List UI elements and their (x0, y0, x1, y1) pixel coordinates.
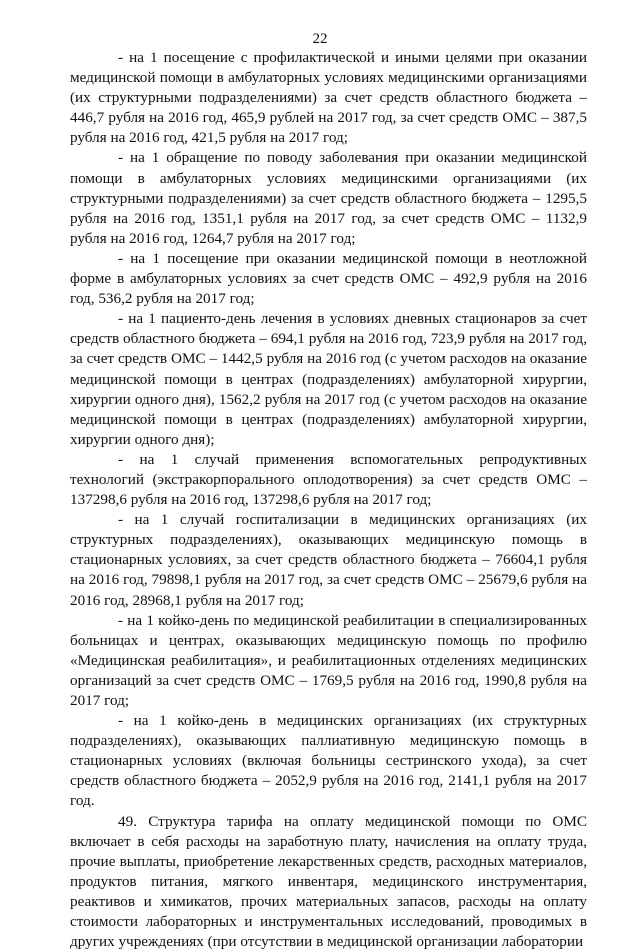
page-number: 22 (312, 31, 328, 47)
paragraph-rehabilitation-bed-day-rate: - на 1 койко-день по медицинской реабилитации в специализированных больницах и центрах, оказывающих медицинскую помощь по профилю «Медицинская реабилитация», и реабилитационных отделениях медицинских организаций за счет средств ОМС – 1769,5 рубля на 2016 год, 1990,8 рубля на 2017 год; (70, 611, 587, 709)
paragraph-palliative-bed-day-rate: - на 1 койко-день в медицинских организациях (их структурных подразделениях), оказывающих паллиативную медицинскую помощь в стационарных условиях (включая больницы сестринского ухода), за счет средств областного бюджета – 2052,9 рубля на 2016 год, 2141,1 рубля на 2017 год. (70, 712, 587, 810)
paragraph-disease-appeal-rate: - на 1 обращение по поводу заболевания при оказании медицинской помощи в амбулаторных условиях медицинскими организациями (их структурными подразделениями) за счет средств областного бюджета – 1295,5 рубля на 2016 год, 1351,1 рубля на 2017 год, за счет средств ОМС – 1132,9 рубля на 2016 год, 1264,7 рубля на 2017 год; (70, 149, 587, 247)
paragraph-urgent-visit-rate: - на 1 посещение при оказании медицинской помощи в неотложной форме в амбулаторных условиях за счет средств ОМС – 492,9 рубля на 2016 год, 536,2 рубля на 2017 год; (70, 249, 587, 308)
paragraph-hospitalization-rate: - на 1 случай госпитализации в медицинских организациях (их структурных подразделениях), оказывающих медицинскую помощь в стационарных условиях, за счет средств областного бюджета – 76604,1 рубля на 2016 год, 79898,1 рубля на 2017 год, за счет средств ОМС – 25679,6 рубля на 2016 год, 28968,1 рубля на 2017 год; (70, 511, 587, 609)
paragraph-tariff-structure: 49. Структура тарифа на оплату медицинской помощи по ОМС включает в себя расходы на заработную плату, начисления на оплату труда, прочие выплаты, приобретение лекарственных средств, расходных материалов, продуктов питания, мягкого инвентаря, медицинского инструментария, реактивов и химикатов, прочих материальных запасов, расходы на оплату стоимости лабораторных и инструментальных исследований, проводимых в других учреждениях (при отсутствии в медицинской организации лаборатории (70, 812, 587, 951)
paragraph-ivf-rate: - на 1 случай применения вспомогательных репродуктивных технологий (экстракорпорального оплодотворения) за счет средств ОМС – 137298,6 рубля на 2016 год, 137298,6 рубля на 2017 год; (70, 450, 587, 509)
document-body (70, 48, 587, 952)
paragraph-preventive-visit-rate: - на 1 посещение с профилактической и иными целями при оказании медицинской помощи в амбулаторных условиях медицинскими организациями (их структурными подразделениями) за счет средств областного бюджета – 446,7 рубля на 2016 год, 465,9 рублей на 2017 год, за счет средств ОМС – 387,5 рубля на 2016 год, 421,5 рубля на 2017 год; (70, 49, 587, 147)
paragraph-day-hospital-rate: - на 1 пациенто-день лечения в условиях дневных стационаров за счет средств областного бюджета – 694,1 рубля на 2016 год, 723,9 рубля на 2017 год, за счет средств ОМС – 1442,5 рубля на 2016 год (с учетом расходов на оказание медицинской помощи в центрах (подразделениях) амбулаторной хирургии, хирургии одного дня), 1562,2 рубля на 2017 год (с учетом расходов на оказание медицинской помощи в центрах (подразделениях) амбулаторной хирургии, хирургии одного дня); (70, 310, 587, 448)
